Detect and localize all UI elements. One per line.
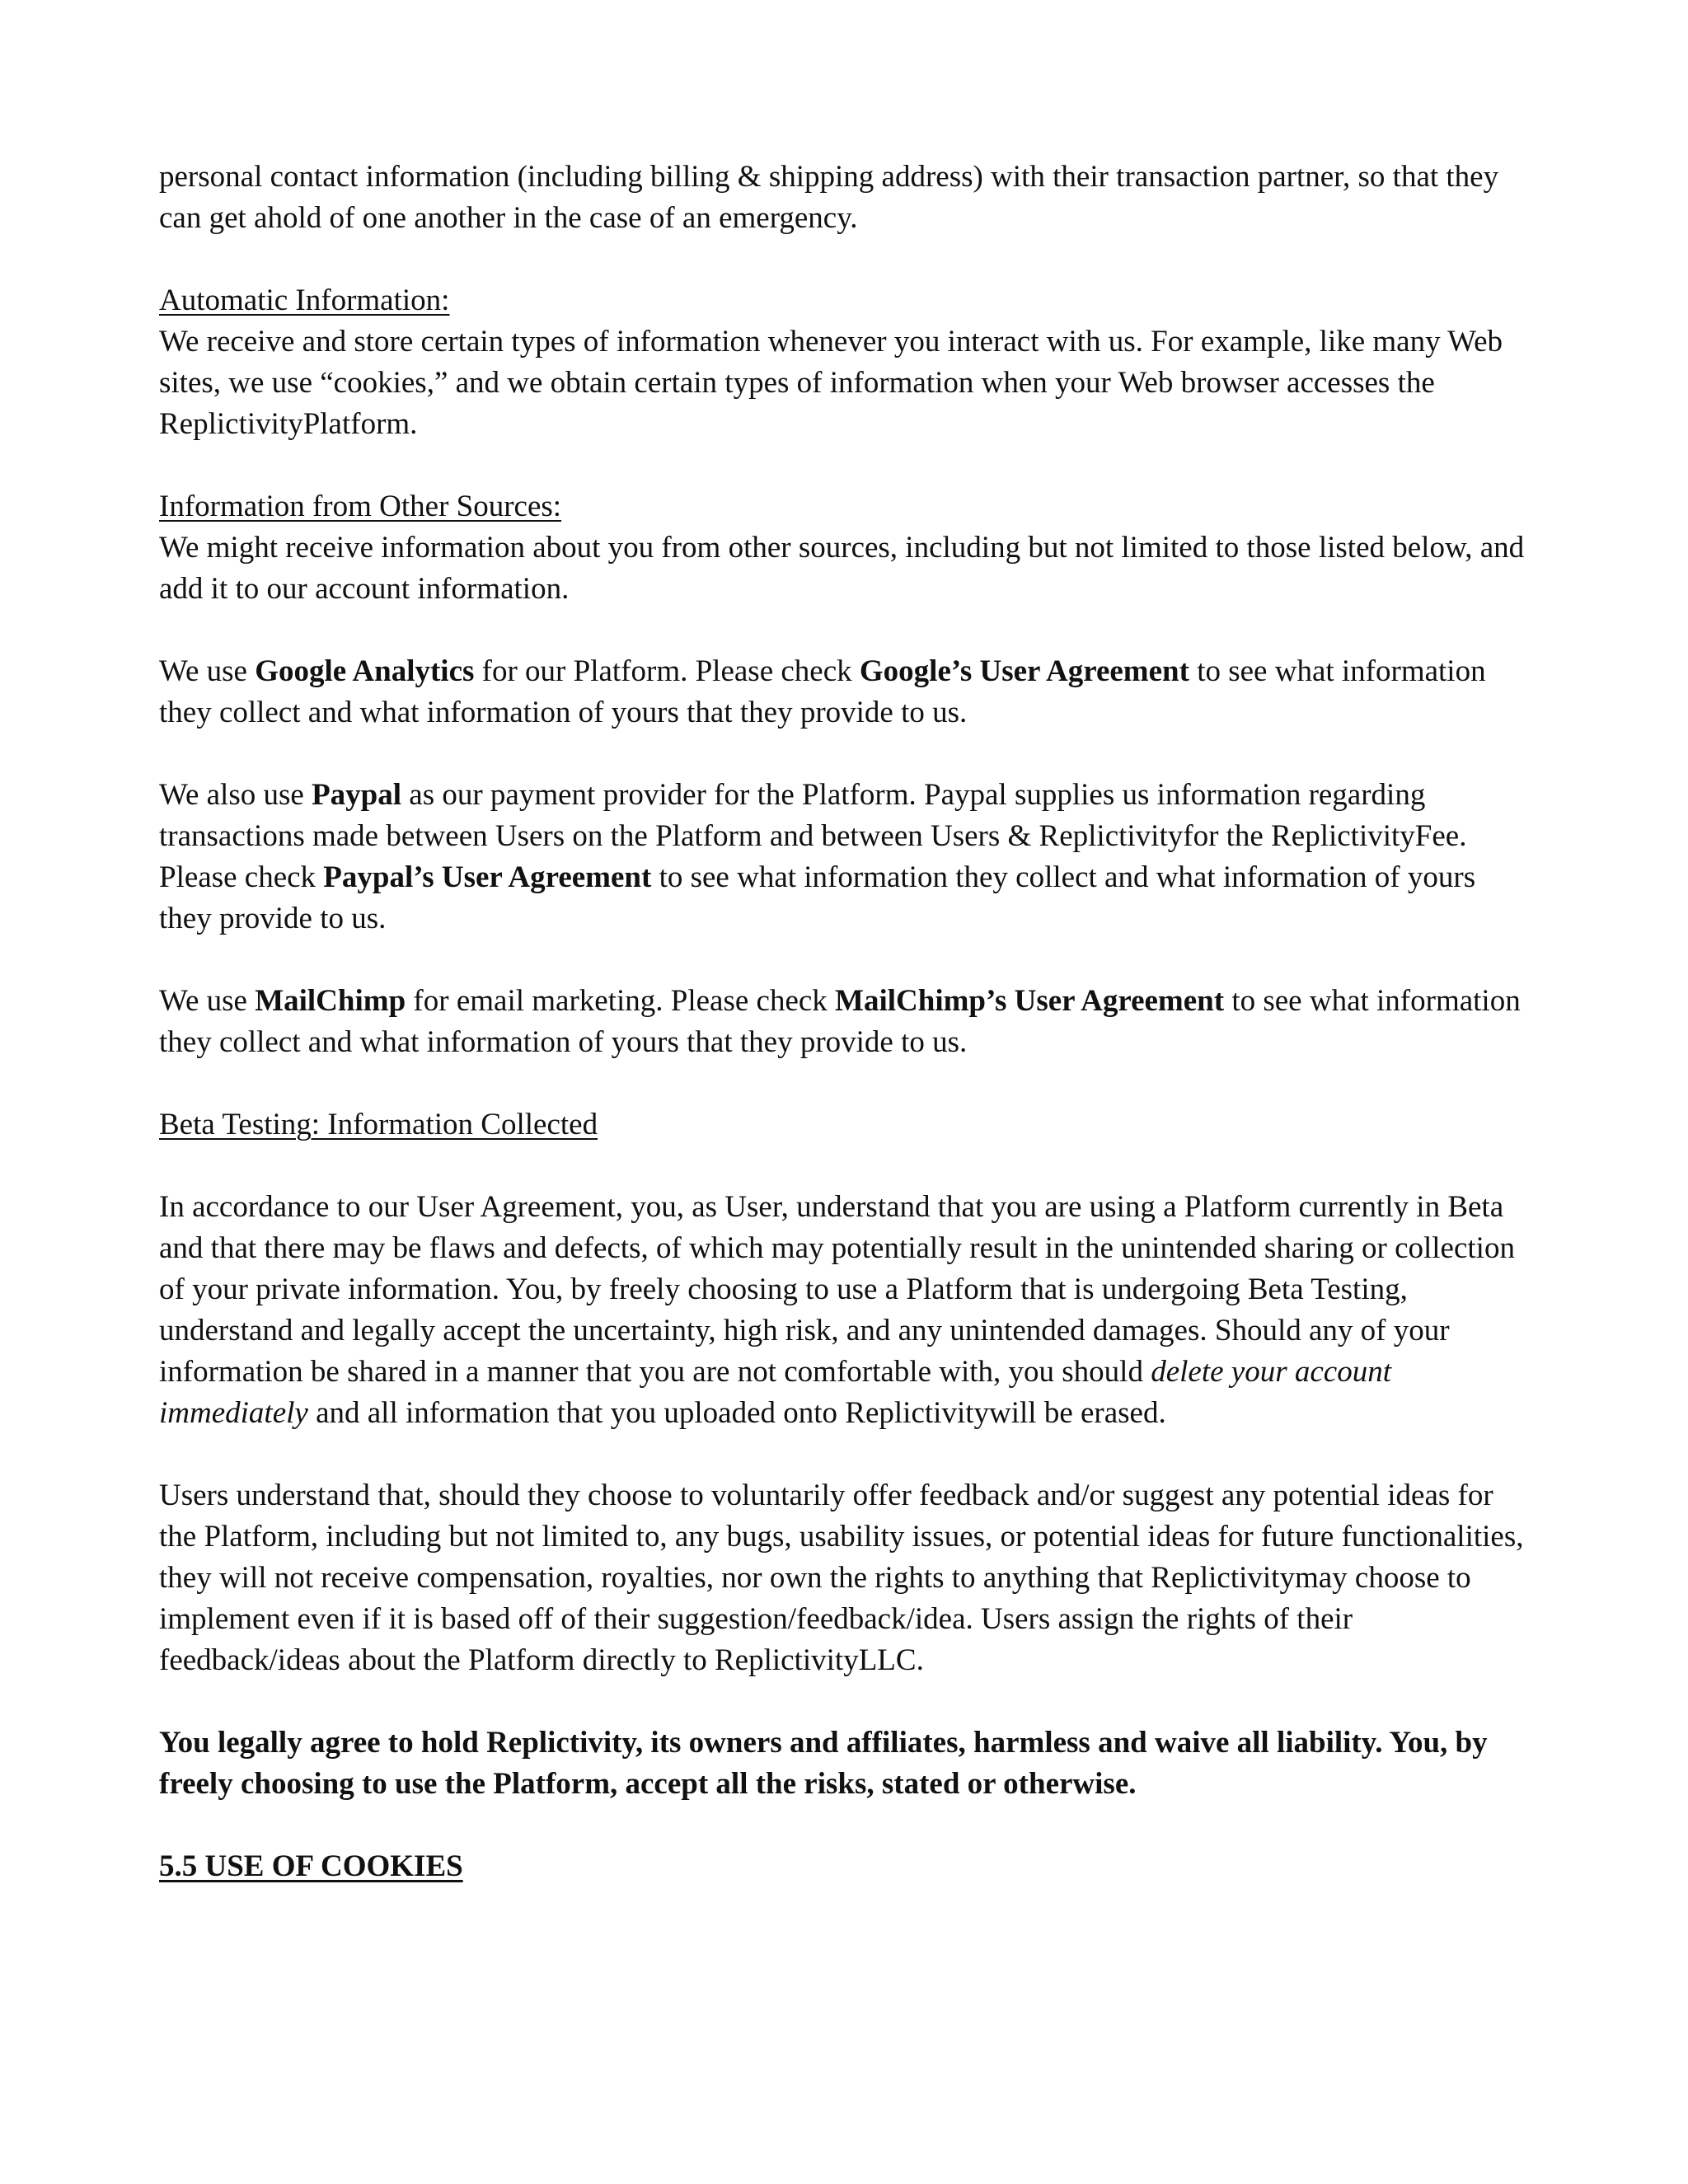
paypal-user-agreement: Paypal’s User Agreement [323, 860, 652, 894]
paypal-text-3: to see what information they collect and what information of yours they provide to us. [159, 860, 1476, 935]
liability-paragraph: You legally agree to hold Replictivity, its owners and affiliates, harmless and waive all liability. You, by freely choosing to use the Platform, accept all the risks, stated or otherwise. [159, 1726, 1488, 1801]
mailchimp-text-1: We use [159, 984, 256, 1018]
paypal-text-2: as our payment provider for the Platform. Paypal supplies us information regarding transactions made between Users on the Platform and between Users & Replictivityfor the ReplictivityFee. Please check [159, 778, 1467, 894]
automatic-information-section [159, 280, 1536, 445]
google-text-1: We use [159, 654, 256, 688]
google-analytics-name: Google Analytics [255, 654, 475, 688]
automatic-information-paragraph: We receive and store certain types of information whenever you interact with us. For example, like many Web sites, we use “cookies,” and we obtain certain types of information when your Web browser accesses the ReplictivityPlatform. [159, 325, 1503, 441]
beta-testing-paragraph [159, 1187, 1536, 1434]
paypal-text-1: We also use [159, 778, 312, 812]
google-analytics-paragraph [159, 651, 1536, 733]
google-text-2: for our Platform. Please check [474, 654, 860, 688]
mailchimp-text-3: to see what information they collect and what information of yours that they provide to us. [159, 984, 1521, 1059]
mailchimp-name: MailChimp [255, 984, 406, 1018]
other-sources-paragraph: We might receive information about you from other sources, including but not limited to those listed below, and add it to our account information. [159, 531, 1525, 606]
other-sources-section [159, 486, 1536, 610]
paypal-paragraph [159, 775, 1536, 940]
section-heading-cookies: 5.5 USE OF COOKIES [159, 1849, 463, 1883]
google-user-agreement: Google’s User Agreement [859, 654, 1189, 688]
feedback-paragraph: Users understand that, should they choose to voluntarily offer feedback and/or suggest any potential ideas for the Platform, including but not limited to, any bugs, usability issues, or potential ideas for future functionalities, they will not receive compensation, royalties, nor own the rights to anything that Replictivitymay choose to implement even if it is based off of their suggestion/feedback/idea. Users assign the rights of their feedback/ideas about the Platform directly to ReplictivityLLC. [159, 1479, 1524, 1677]
delete-account-emphasis: delete your account immediately [159, 1355, 1391, 1430]
automatic-information-heading: Automatic Information: [159, 284, 450, 317]
beta-testing-heading: Beta Testing: Information Collected [159, 1108, 598, 1141]
intro-paragraph: personal contact information (including billing & shipping address) with their transaction partner, so that they can get ahold of one another in the case of an emergency. [159, 160, 1499, 235]
document-body [159, 157, 1536, 1887]
google-text-3: to see what information they collect and what information of yours that they provide to us. [159, 654, 1486, 729]
mailchimp-paragraph [159, 981, 1536, 1063]
paypal-name: Paypal [312, 778, 402, 812]
beta-text-1: In accordance to our User Agreement, you, as User, understand that you are using a Platform currently in Beta and that there may be flaws and defects, of which may potentially result in the unintended sharing or collection of your private information. You, by freely choosing to use a Platform that is undergoing Beta Testing, understand and legally accept the uncertainty, high risk, and any unintended damages. Should any of your information be shared in a manner that you are not comfortable with, you should [159, 1190, 1515, 1389]
mailchimp-user-agreement: MailChimp’s User Agreement [835, 984, 1225, 1018]
beta-text-2: and all information that you uploaded onto Replictivitywill be erased. [307, 1396, 1166, 1430]
mailchimp-text-2: for email marketing. Please check [406, 984, 836, 1018]
other-sources-heading: Information from Other Sources: [159, 490, 562, 523]
